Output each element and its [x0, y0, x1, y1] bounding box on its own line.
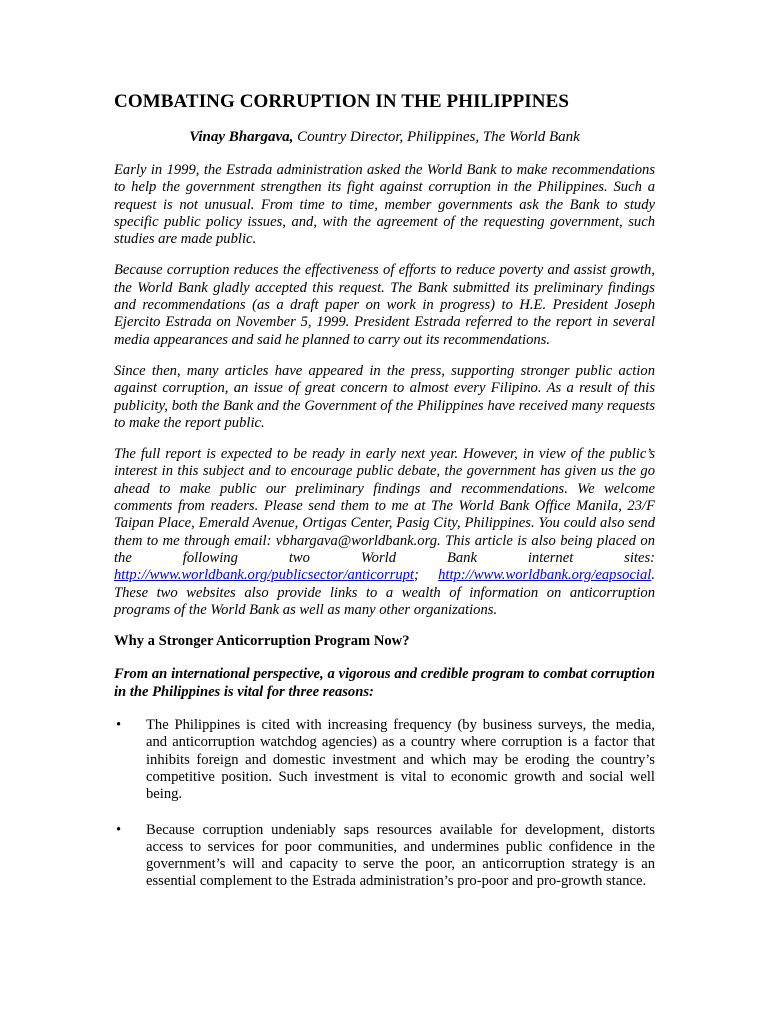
paragraph-4-text-after: . These two websites also provide links to a wealth of information on anticorruption programs of the World Bank as well as many other organizations.: [114, 567, 655, 618]
paragraph-2: Because corruption reduces the effectiveness of efforts to reduce poverty and assist growth, the World Bank gladly accepted this request. The Bank submitted its preliminary findings and recommendations (as a draft paper on work in progress) to H.E. President Joseph Ejercito Estrada on November 5, 1999. President Estrada referred to the report in several media appearances and said he planned to carry out its recommendations.: [114, 262, 655, 348]
link-eapsocial[interactable]: http://www.worldbank.org/eapsocial: [438, 567, 652, 584]
list-item-text: The Philippines is cited with increasing frequency (by business surveys, the media, and anticorruption watchdog agencies) as a country where corruption is a factor that inhibits foreign and domestic investment and which may be eroding the country’s competitive position. Such investment is vital to economic growth and social well being.: [146, 717, 655, 803]
paragraph-4: [114, 446, 655, 619]
section-heading: Why a Stronger Anticorruption Program Now?: [114, 633, 410, 650]
list-item: [114, 717, 655, 803]
bullet-icon: •: [116, 821, 122, 838]
link-anticorrupt[interactable]: http://www.worldbank.org/publicsector/anticorrupt: [114, 567, 414, 584]
list-item: [114, 822, 655, 891]
bullet-icon: •: [116, 717, 122, 734]
author-name: Vinay Bhargava,: [189, 129, 294, 145]
author-role: Country Director, Philippines, The World Bank: [297, 129, 580, 145]
paragraph-1: Early in 1999, the Estrada administration asked the World Bank to make recommendations to help the government strengthen its fight against corruption in the Philippines. Such a request is not unusual. From time to time, member governments ask the Bank to study specific public policy issues, and, with the agreement of the requesting government, such studies are made public.: [114, 162, 655, 248]
paragraph-4-text-before: The full report is expected to be ready in early next year. However, in view of the public’s interest in this subject and to encourage public debate, the government has given us the go ahead to make public our preliminary findings and recommendations. We welcome comments from readers. Please send them to me at The World Bank Office Manila, 23/F Taipan Place, Emerald Avenue, Ortigas Center, Pasig City, Philippines. You could also send them to me through email: vbhargava@worldbank.org. This article is also being placed on the following two World Bank internet sites:: [114, 446, 655, 566]
reasons-list: [114, 717, 655, 891]
list-item-text: Because corruption undeniably saps resources available for development, distorts access to services for poor communities, and undermines public confidence in the government’s will and capacity to serve the poor, an anticorruption strategy is an essential complement to the Estrada administration’s pro-poor and pro-growth stance.: [146, 821, 655, 890]
section-intro: From an international perspective, a vigorous and credible program to combat corruption in the Philippines is vital for three reasons:: [114, 666, 655, 700]
link-separator: ;: [413, 567, 439, 584]
author-line: [114, 128, 655, 146]
paragraph-3: Since then, many articles have appeared in the press, supporting stronger public action against corruption, an issue of great concern to almost every Filipino. As a result of this publicity, both the Bank and the Government of the Philippines have received many requests to make the report public.: [114, 362, 655, 431]
document-title: COMBATING CORRUPTION IN THE PHILIPPINES: [114, 91, 570, 112]
